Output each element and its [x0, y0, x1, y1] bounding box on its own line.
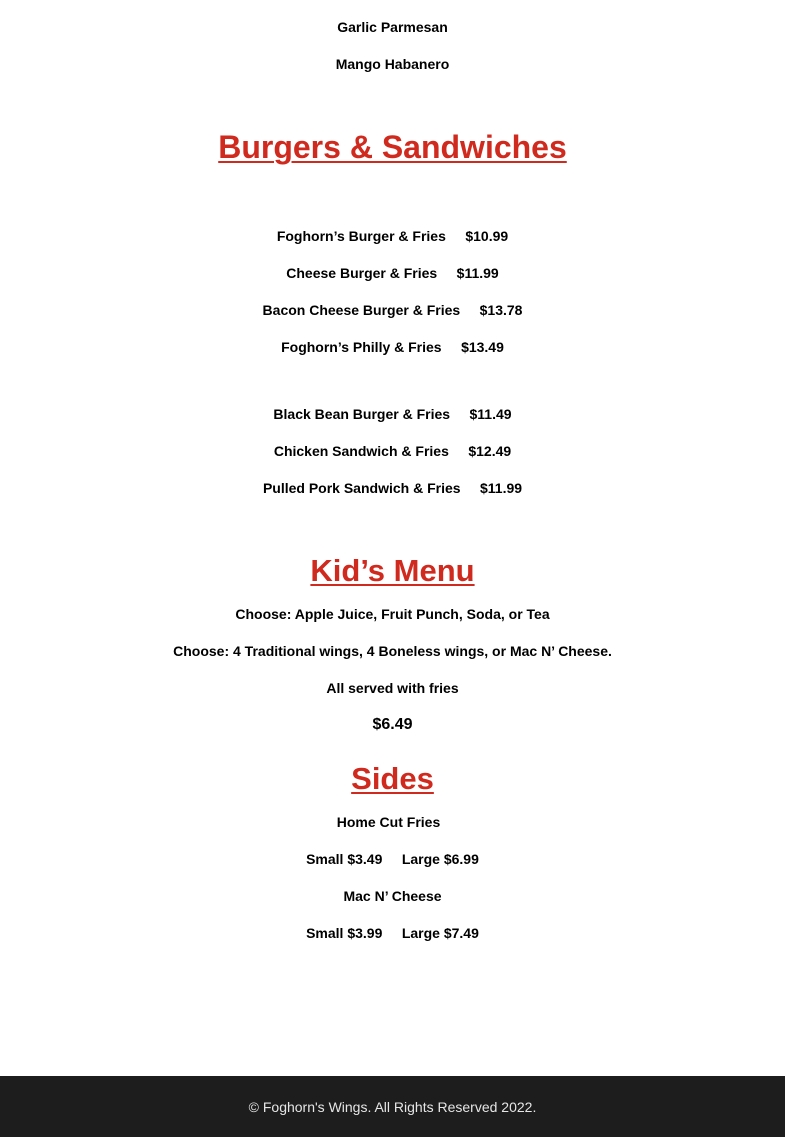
side-large-price: Large $7.49	[401, 925, 479, 941]
side-name: Home Cut Fries	[336, 814, 441, 830]
flavor-item: Mango Habanero	[335, 56, 450, 72]
item-name: Chicken Sandwich & Fries	[273, 443, 449, 459]
item-name: Foghorn’s Philly & Fries	[281, 339, 442, 355]
menu-item	[0, 226, 785, 246]
menu-item	[0, 478, 785, 498]
item-name: Foghorn’s Burger & Fries	[276, 228, 446, 244]
flavor-item: Garlic Parmesan	[337, 19, 448, 35]
item-price: $13.78	[479, 302, 523, 318]
menu-item	[0, 300, 785, 320]
item-price: $13.49	[461, 339, 504, 355]
menu-item	[0, 337, 785, 357]
side-small-price: Small $3.99	[306, 925, 383, 941]
site-footer	[0, 1076, 785, 1137]
side-prices	[0, 849, 785, 869]
burgers-heading: Burgers & Sandwiches	[218, 129, 567, 165]
side-name: Mac N’ Cheese	[343, 888, 442, 904]
item-price: $11.99	[480, 480, 523, 496]
menu-item	[0, 404, 785, 424]
kids-price: $6.49	[372, 716, 413, 733]
copyright-text: © Foghorn's Wings. All Rights Reserved 2022.	[248, 1099, 537, 1115]
item-price: $11.49	[469, 406, 512, 422]
item-price: $11.99	[456, 265, 499, 281]
kids-drink-choice: Choose: Apple Juice, Fruit Punch, Soda, or Tea	[235, 606, 550, 622]
item-price: $10.99	[465, 228, 509, 244]
item-name: Pulled Pork Sandwich & Fries	[262, 480, 461, 496]
kids-served-note: All served with fries	[326, 680, 459, 696]
menu-item	[0, 263, 785, 283]
item-name: Cheese Burger & Fries	[286, 265, 438, 281]
sides-heading: Sides	[351, 761, 434, 796]
item-name: Black Bean Burger & Fries	[273, 406, 451, 422]
kids-food-choice: Choose: 4 Traditional wings, 4 Boneless wings, or Mac N’ Cheese.	[173, 643, 612, 659]
item-name: Bacon Cheese Burger & Fries	[262, 302, 461, 318]
kids-menu-heading: Kid’s Menu	[310, 553, 475, 588]
side-large-price: Large $6.99	[401, 851, 479, 867]
side-prices	[0, 923, 785, 943]
menu-item	[0, 441, 785, 461]
item-price: $12.49	[468, 443, 512, 459]
side-small-price: Small $3.49	[306, 851, 383, 867]
